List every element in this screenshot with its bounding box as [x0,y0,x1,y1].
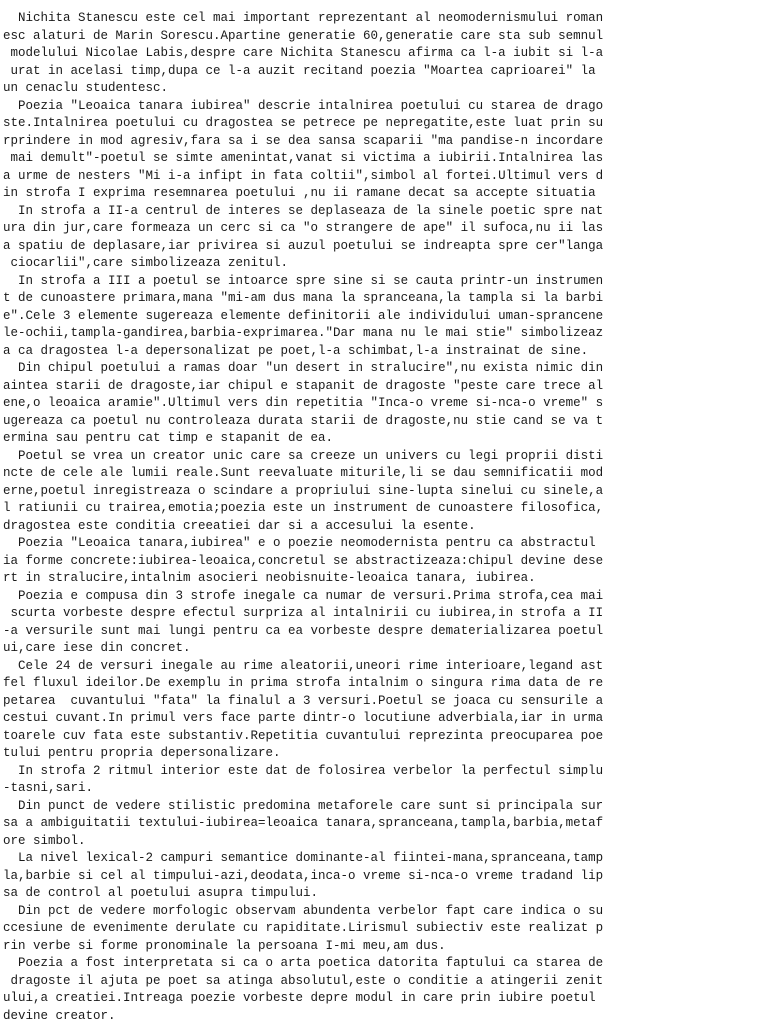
text-line: rin verbe si forme pronominale la persoana I-mi meu,am dus. [3,938,768,956]
text-line: Poezia "Leoaica tanara iubirea" descrie intalnirea poetului cu starea de drago [3,98,768,116]
text-line: devine creator. [3,1008,768,1025]
text-line: dragoste il ajuta pe poet sa atinga absolutul,este o conditie a atingerii zenit [3,973,768,991]
text-line: Poetul se vrea un creator unic care sa creeze un univers cu legi proprii disti [3,448,768,466]
text-line: sa de control al poetului asupra timpului. [3,885,768,903]
text-line: scurta vorbeste despre efectul surpriza al intalnirii cu iubirea,in strofa a II [3,605,768,623]
text-line: l ratiunii cu trairea,emotia;poezia este un instrument de cunoastere filosofica, [3,500,768,518]
text-line: urat in acelasi timp,dupa ce l-a auzit recitand poezia "Moartea caprioarei" la [3,63,768,81]
text-line: In strofa a III a poetul se intoarce spre sine si se cauta printr-un instrumen [3,273,768,291]
text-line: Din chipul poetului a ramas doar "un desert in stralucire",nu exista nimic din [3,360,768,378]
text-line: ugereaza ca poetul nu controleaza durata starii de dragoste,nu stie cand se va t [3,413,768,431]
text-line: rt in stralucire,intalnim asocieri neobisnuite-leoaica tanara, iubirea. [3,570,768,588]
text-line: la,barbie si cel al timpului-azi,deodata,inca-o vreme si-nca-o vreme tradand lip [3,868,768,886]
text-line: Nichita Stanescu este cel mai important reprezentant al neomodernismului roman [3,10,768,28]
text-line: Poezia e compusa din 3 strofe inegale ca numar de versuri.Prima strofa,cea mai [3,588,768,606]
text-line: a spatiu de deplasare,iar privirea si auzul poetului se indreapta spre cer"langa [3,238,768,256]
text-line: un cenaclu studentesc. [3,80,768,98]
text-line: In strofa 2 ritmul interior este dat de folosirea verbelor la perfectul simplu [3,763,768,781]
text-line: le-ochii,tampla-gandirea,barbia-exprimarea."Dar mana nu le mai stie" simbolizeaz [3,325,768,343]
text-line: Cele 24 de versuri inegale au rime aleatorii,uneori rime interioare,legand ast [3,658,768,676]
text-line: -tasni,sari. [3,780,768,798]
text-line: ura din jur,care formeaza un cerc si ca "o strangere de ape" il sufoca,nu ii las [3,220,768,238]
text-line: rprindere in mod agresiv,fara sa i se dea sansa scaparii "ma pandise-n incordare [3,133,768,151]
text-line: t de cunoastere primara,mana "mi-am dus mana la spranceana,la tampla si la barbi [3,290,768,308]
text-line: sa a ambiguitatii textului-iubirea=leoaica tanara,spranceana,tampla,barbia,metaf [3,815,768,833]
text-line: ste.Intalnirea poetului cu dragostea se petrece pe nepregatite,este luat prin su [3,115,768,133]
text-line: modelului Nicolae Labis,despre care Nichita Stanescu afirma ca l-a iubit si l-a [3,45,768,63]
text-line: Din pct de vedere morfologic observam abundenta verbelor fapt care indica o su [3,903,768,921]
text-line: ene,o leoaica aramie".Ultimul vers din repetitia "Inca-o vreme si-nca-o vreme" s [3,395,768,413]
text-line: esc alaturi de Marin Sorescu.Apartine generatie 60,generatie care sta sub semnul [3,28,768,46]
text-line: mai demult"-poetul se simte amenintat,vanat si victima a iubirii.Intalnirea las [3,150,768,168]
text-line: ui,care iese din concret. [3,640,768,658]
text-line: cestui cuvant.In primul vers face parte dintr-o locutiune adverbiala,iar in urma [3,710,768,728]
text-line: ciocarlii",care simbolizeaza zenitul. [3,255,768,273]
text-line: e".Cele 3 elemente sugereaza elemente definitorii ale individului uman-sprancene [3,308,768,326]
text-line: ncte de cele ale lumii reale.Sunt reevaluate miturile,li se dau semnificatii mod [3,465,768,483]
text-line: ccesiune de evenimente derulate cu rapiditate.Lirismul subiectiv este realizat p [3,920,768,938]
text-line: In strofa a II-a centrul de interes se deplaseaza de la sinele poetic spre nat [3,203,768,221]
text-line: ia forme concrete:iubirea-leoaica,concretul se abstractizeaza:chipul devine dese [3,553,768,571]
text-line: dragostea este conditia creeatiei dar si a accesului la esente. [3,518,768,536]
text-line: tului pentru propria depersonalizare. [3,745,768,763]
text-line: La nivel lexical-2 campuri semantice dominante-al fiintei-mana,spranceana,tamp [3,850,768,868]
text-line: ermina sau pentru cat timp e stapanit de ea. [3,430,768,448]
text-line: erne,poetul inregistreaza o scindare a propriului sine-lupta sinelui cu sinele,a [3,483,768,501]
text-line: aintea starii de dragoste,iar chipul e stapanit de dragoste "peste care trece al [3,378,768,396]
text-line: fel fluxul ideilor.De exemplu in prima strofa intalnim o singura rima data de re [3,675,768,693]
text-line: -a versurile sunt mai lungi pentru ca ea vorbeste despre dematerializarea poetul [3,623,768,641]
text-line: ore simbol. [3,833,768,851]
text-line: in strofa I exprima resemnarea poetului ,nu ii ramane decat sa accepte situatia [3,185,768,203]
text-line: Poezia a fost interpretata si ca o arta poetica datorita faptului ca starea de [3,955,768,973]
text-line: Din punct de vedere stilistic predomina metaforele care sunt si principala sur [3,798,768,816]
document-body [0,10,768,1025]
text-line: Poezia "Leoaica tanara,iubirea" e o poezie neomodernista pentru ca abstractul [3,535,768,553]
text-line: ului,a creatiei.Intreaga poezie vorbeste depre modul in care prin iubire poetul [3,990,768,1008]
text-line: a ca dragostea l-a depersonalizat pe poet,l-a schimbat,l-a instrainat de sine. [3,343,768,361]
text-line: petarea cuvantului "fata" la finalul a 3 versuri.Poetul se joaca cu sensurile a [3,693,768,711]
text-line: toarele cuv fata este substantiv.Repetitia cuvantului reprezinta preocuparea poe [3,728,768,746]
text-line: a urme de nesters "Mi i-a infipt in fata coltii",simbol al fortei.Ultimul vers d [3,168,768,186]
